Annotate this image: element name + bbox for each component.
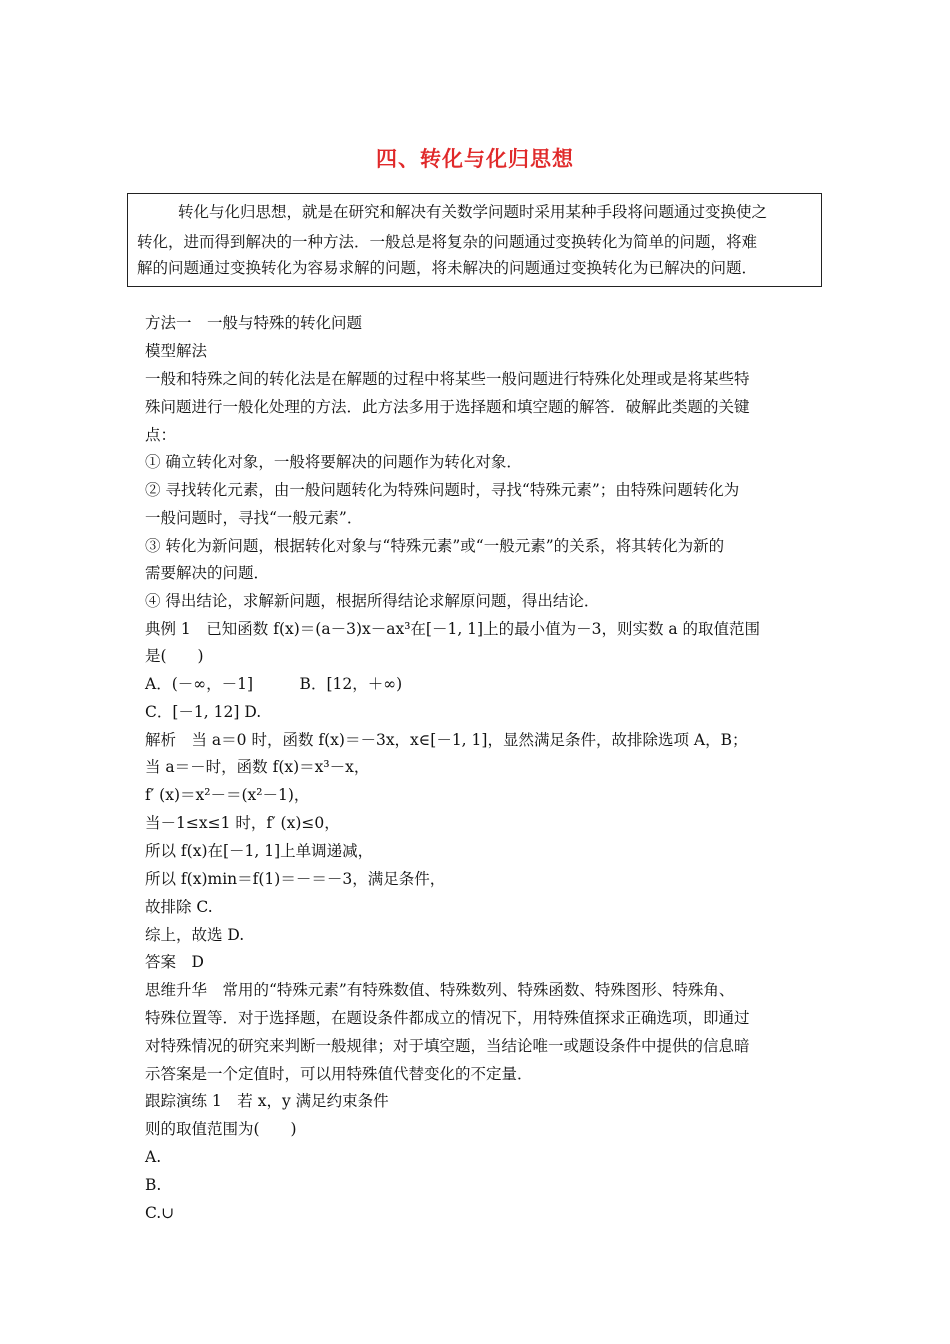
body-line: 殊问题进行一般化处理的方法．此方法多用于选择题和填空题的解答．破解此类题的关键 bbox=[145, 398, 750, 416]
intro-line-1: 转化与化归思想，就是在研究和解决有关数学问题时采用某种手段将问题通过变换使之 bbox=[178, 203, 768, 221]
practice-1-cont: 则的取值范围为( ) bbox=[145, 1120, 297, 1138]
insight-line: 示答案是一个定值时，可以用特殊值代替变化的不定量． bbox=[145, 1065, 533, 1083]
body-line: 一般和特殊之间的转化法是在解题的过程中将某些一般问题进行特殊化处理或是将某些特 bbox=[145, 370, 750, 388]
intro-line-3: 解的问题通过变换转化为容易求解的问题，将未解决的问题通过变换转化为已解决的问题． bbox=[137, 259, 758, 277]
example-1: 典例 1 已知函数 f(x)＝(a－3)x－ax³在[－1, 1]上的最小值为－3，则实数 a 的取值范围 bbox=[145, 620, 761, 638]
practice-1: 跟踪演练 1 若 x，y 满足约束条件 bbox=[145, 1092, 389, 1110]
step-2-cont: 一般问题时，寻找“一般元素”． bbox=[145, 509, 363, 527]
analysis-line: f′ (x)＝x²－＝(x²－1)， bbox=[145, 786, 310, 804]
analysis-line: 故排除 C. bbox=[145, 898, 213, 916]
analysis-line: 当 a＝－时，函数 f(x)＝x³－x， bbox=[145, 758, 370, 776]
analysis-line: 解析 当 a＝0 时，函数 f(x)＝－3x，x∈[－1, 1]，显然满足条件，故排除选项 A，B； bbox=[145, 731, 748, 749]
analysis-line: 所以 f(x)min＝f(1)＝－＝－3，满足条件， bbox=[145, 870, 446, 888]
step-3: ③ 转化为新问题，根据转化对象与“特殊元素”或“一般元素”的关系，将其转化为新的 bbox=[145, 537, 725, 555]
practice-choice-b: B. bbox=[145, 1176, 162, 1194]
choices-ab: A．(－∞，－1] B．[12，＋∞) bbox=[145, 675, 403, 693]
practice-choice-c: C.∪ bbox=[145, 1204, 175, 1222]
step-3-cont: 需要解决的问题． bbox=[145, 564, 270, 582]
insight-line: 特殊位置等．对于选择题，在题设条件都成立的情况下，用特殊值探求正确选项，即通过 bbox=[145, 1009, 750, 1027]
choices-cd: C．[－1, 12] D. bbox=[145, 703, 262, 721]
analysis-line: 综上，故选 D. bbox=[145, 926, 245, 944]
insight-line: 思维升华 常用的“特殊元素”有特殊数值、特殊数列、特殊函数、特殊图形、特殊角、 bbox=[145, 981, 735, 999]
answer-line: 答案 D bbox=[145, 953, 204, 971]
step-4: ④ 得出结论，求解新问题，根据所得结论求解原问题，得出结论． bbox=[145, 592, 600, 610]
method-heading: 方法一 一般与特殊的转化问题 bbox=[145, 314, 363, 332]
analysis-line: 当－1≤x≤1 时，f′ (x)≤0， bbox=[145, 814, 340, 832]
analysis-line: 所以 f(x)在[－1, 1]上单调递减， bbox=[145, 842, 374, 860]
model-solution-label: 模型解法 bbox=[145, 342, 208, 360]
body-line: 点： bbox=[145, 426, 177, 444]
insight-line: 对特殊情况的研究来判断一般规律；对于填空题，当结论唯一或题设条件中提供的信息暗 bbox=[145, 1037, 750, 1055]
step-1: ① 确立转化对象，一般将要解决的问题作为转化对象． bbox=[145, 453, 522, 471]
step-2: ② 寻找转化元素，由一般问题转化为特殊问题时，寻找“特殊元素”；由特殊问题转化为 bbox=[145, 481, 740, 499]
example-1-cont: 是( ) bbox=[145, 647, 204, 665]
intro-line-2: 转化，进而得到解决的一种方法．一般总是将复杂的问题通过变换转化为简单的问题，将难 bbox=[137, 233, 758, 251]
page-title: 四、转化与化归思想 bbox=[376, 147, 574, 171]
practice-choice-a: A. bbox=[145, 1148, 162, 1166]
intro-box bbox=[127, 193, 822, 287]
